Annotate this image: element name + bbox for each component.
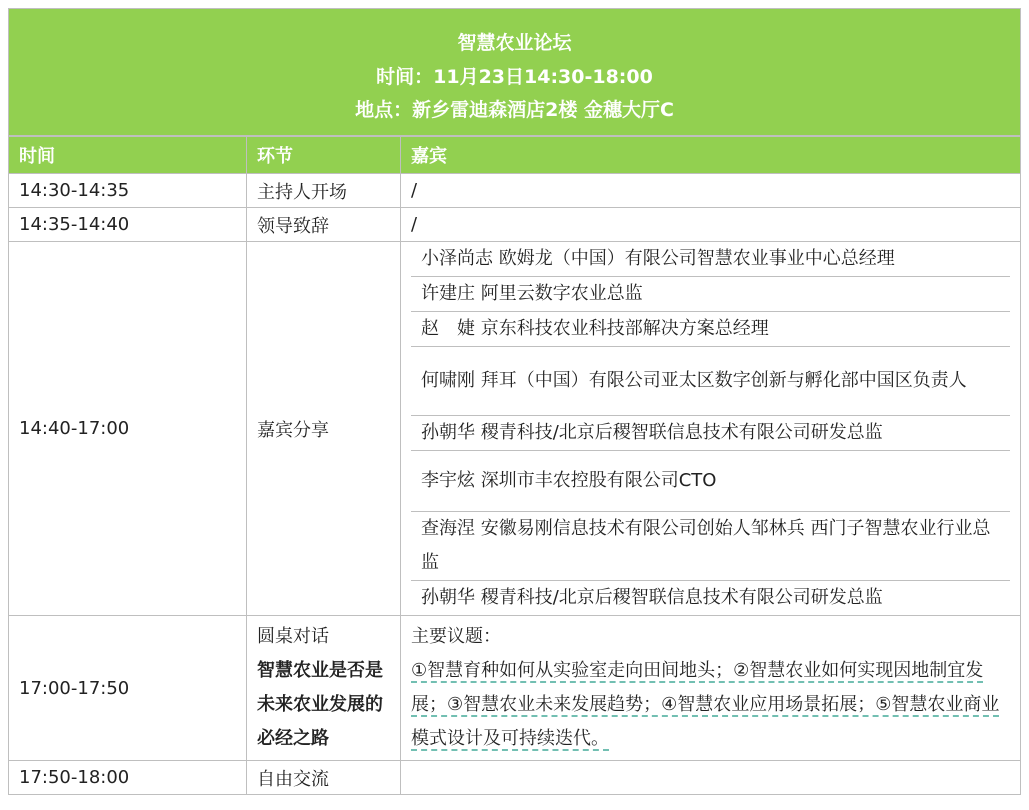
row-guest [401,616,1021,761]
row-time: 14:35-14:40 [9,208,247,242]
row-time: 17:00-17:50 [9,616,247,761]
table-row [9,208,1021,242]
guest-item: 孙朝华 稷青科技/北京后稷智联信息技术有限公司研发总监 [421,587,883,608]
col-header-section: 环节 [247,137,401,174]
table-header-row [9,137,1021,174]
col-header-time: 时间 [9,137,247,174]
guest-item: 查海涅 安徽易刚信息技术有限公司创始人邹林兵 西门子智慧农业行业总监 [411,512,1010,581]
col-header-guest: 嘉宾 [401,137,1021,174]
row-section: 主持人开场 [247,174,401,208]
row-section [247,616,401,761]
forum-place: 地点：新乡雷迪森酒店2楼 金穗大厅C [355,99,674,121]
table-row [9,174,1021,208]
guest-item: 李宇炫 深圳市丰农控股有限公司CTO [411,451,1010,512]
guest-item: 小泽尚志 欧姆龙（中国）有限公司智慧农业事业中心总经理 [411,242,1010,277]
guest-item: 赵 婕 京东科技农业科技部解决方案总经理 [411,312,1010,347]
guest-item: 孙朝华 稷青科技/北京后稷智联信息技术有限公司研发总监 [411,416,1010,451]
row-section: 嘉宾分享 [247,242,401,616]
forum-banner [8,8,1021,136]
row-time: 14:30-14:35 [9,174,247,208]
agenda-table [8,136,1021,795]
row-guest: / [401,208,1021,242]
row-guest: / [401,174,1021,208]
guest-list [401,242,1021,616]
table-row [9,242,1021,616]
row-section: 领导致辞 [247,208,401,242]
guest-item: 许建庄 阿里云数字农业总监 [411,277,1010,312]
topics-heading: 主要议题： [411,626,501,647]
row-guest [401,761,1021,795]
roundtable-topic: 智慧农业是否是未来农业发展的必经之路 [257,660,383,749]
forum-time: 时间：11月23日14:30-18:00 [376,66,653,88]
table-row [9,761,1021,795]
table-row [9,616,1021,761]
roundtable-label: 圆桌对话 [257,626,329,647]
row-section: 自由交流 [247,761,401,795]
forum-title: 智慧农业论坛 [457,32,572,54]
topics-list: ①智慧育种如何从实验室走向田间地头；②智慧农业如何实现因地制宜发展；③智慧农业未来发展趋势；④智慧农业应用场景拓展；⑤智慧农业商业模式设计及可持续迭代。 [411,660,1000,749]
guest-item: 何啸刚 拜耳（中国）有限公司亚太区数字创新与孵化部中国区负责人 [411,347,1010,416]
row-time: 17:50-18:00 [9,761,247,795]
row-time: 14:40-17:00 [9,242,247,616]
